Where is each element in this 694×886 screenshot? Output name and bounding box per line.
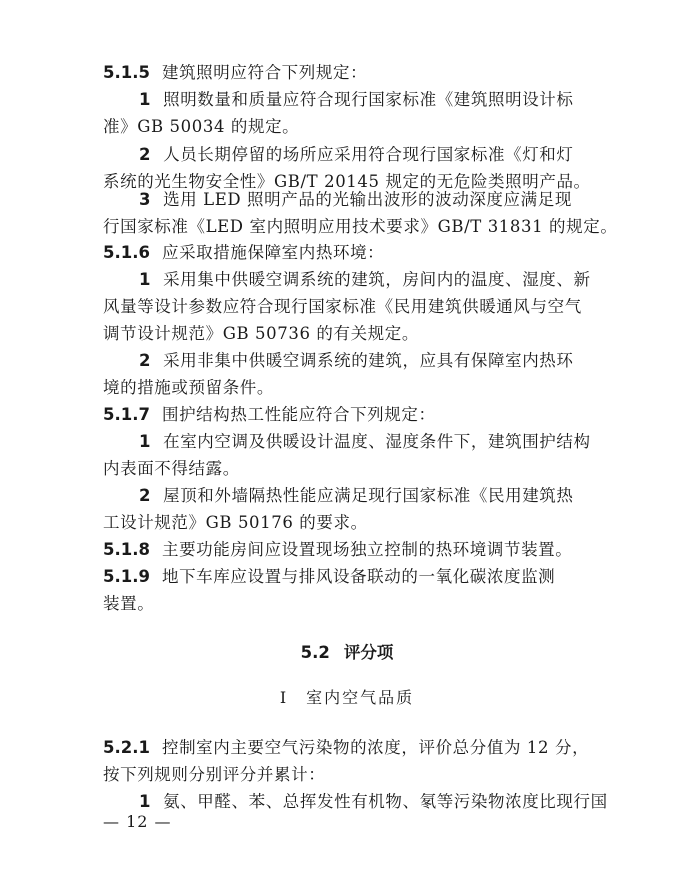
item-5-1-6-2: [139, 351, 574, 371]
item-5-1-7-2-cont: 工设计规范》GB 50176 的要求。: [103, 513, 368, 532]
clause-number: 5.1.6: [103, 243, 150, 262]
item-5-1-6-1-cont2: 调节设计规范》GB 50736 的有关规定。: [103, 324, 419, 343]
clause-5-1-9-cont: 装置。: [103, 594, 155, 613]
clause-5-1-8: [103, 540, 572, 560]
item-text: 选用 LED 照明产品的光输出波形的波动深度应满足现: [163, 190, 572, 209]
item-5-1-5-1-cont: 准》GB 50034 的规定。: [103, 117, 300, 136]
clause-number: 5.1.5: [103, 63, 150, 82]
clause-number: 5.1.8: [103, 540, 150, 559]
section-title: [0, 643, 694, 663]
section-number: 5.2: [300, 643, 330, 662]
item-5-2-1-1: [139, 792, 608, 812]
item-text: 采用非集中供暖空调系统的建筑，应具有保障室内热环: [163, 351, 574, 370]
item-number: 2: [139, 486, 152, 505]
page-number: — 12 —: [103, 812, 172, 831]
clause-5-2-1: [103, 738, 589, 758]
item-text: 氨、甲醛、苯、总挥发性有机物、氡等污染物浓度比现行国: [163, 792, 608, 811]
clause-5-1-9: [103, 567, 555, 587]
item-number: 1: [139, 90, 152, 109]
item-5-1-5-2: [139, 145, 574, 165]
item-number: 2: [139, 351, 152, 370]
item-text: 人员长期停留的场所应采用符合现行国家标准《灯和灯: [163, 145, 574, 164]
subsection-title: [0, 688, 694, 708]
subsection-name: 室内空气品质: [306, 688, 415, 707]
section-name: 评分项: [343, 643, 394, 662]
clause-text: 应采取措施保障室内热环境：: [161, 243, 385, 262]
clause-text: 控制室内主要空气污染物的浓度，评价总分值为 12 分，: [161, 738, 590, 757]
item-5-1-6-1-cont: 风量等设计参数应符合现行国家标准《民用建筑供暖通风与空气: [103, 297, 582, 316]
item-5-1-7-2: [139, 486, 574, 506]
item-text: 照明数量和质量应符合现行国家标准《建筑照明设计标: [163, 90, 574, 109]
item-5-1-5-3-cont: 行国家标准《LED 室内照明应用技术要求》GB/T 31831 的规定。: [103, 217, 618, 236]
item-number: 1: [139, 432, 152, 451]
item-text: 在室内空调及供暖设计温度、湿度条件下，建筑围护结构: [163, 432, 591, 451]
item-5-1-6-2-cont: 境的措施或预留条件。: [103, 378, 274, 397]
clause-5-1-7: [103, 405, 436, 425]
item-number: 3: [139, 190, 152, 209]
clause-text: 主要功能房间应设置现场独立控制的热环境调节装置。: [161, 540, 573, 559]
item-5-1-5-2-cont: 系统的光生物安全性》GB/T 20145 规定的无危险类照明产品。: [103, 172, 591, 191]
clause-number: 5.2.1: [103, 738, 150, 757]
item-5-1-7-1-cont: 内表面不得结露。: [103, 459, 240, 478]
subsection-number: Ⅰ: [279, 688, 289, 707]
clause-5-1-6: [103, 243, 384, 263]
item-5-1-5-1: [139, 90, 574, 110]
item-text: 采用集中供暖空调系统的建筑，房间内的温度、湿度、新: [163, 270, 591, 289]
clause-number: 5.1.7: [103, 405, 150, 424]
item-5-1-6-1: [139, 270, 591, 290]
item-5-1-7-1: [139, 432, 591, 452]
clause-5-1-5: [103, 63, 367, 83]
item-text: 屋顶和外墙隔热性能应满足现行国家标准《民用建筑热: [163, 486, 574, 505]
item-number: 1: [139, 792, 152, 811]
item-number: 1: [139, 270, 152, 289]
item-5-1-5-3: [139, 190, 572, 210]
clause-text: 围护结构热工性能应符合下列规定：: [161, 405, 436, 424]
item-number: 2: [139, 145, 152, 164]
clause-number: 5.1.9: [103, 567, 150, 586]
clause-5-2-1-cont: 按下列规则分别评分并累计：: [103, 765, 326, 784]
clause-text: 地下车库应设置与排风设备联动的一氧化碳浓度监测: [161, 567, 556, 586]
clause-text: 建筑照明应符合下列规定：: [161, 63, 368, 82]
